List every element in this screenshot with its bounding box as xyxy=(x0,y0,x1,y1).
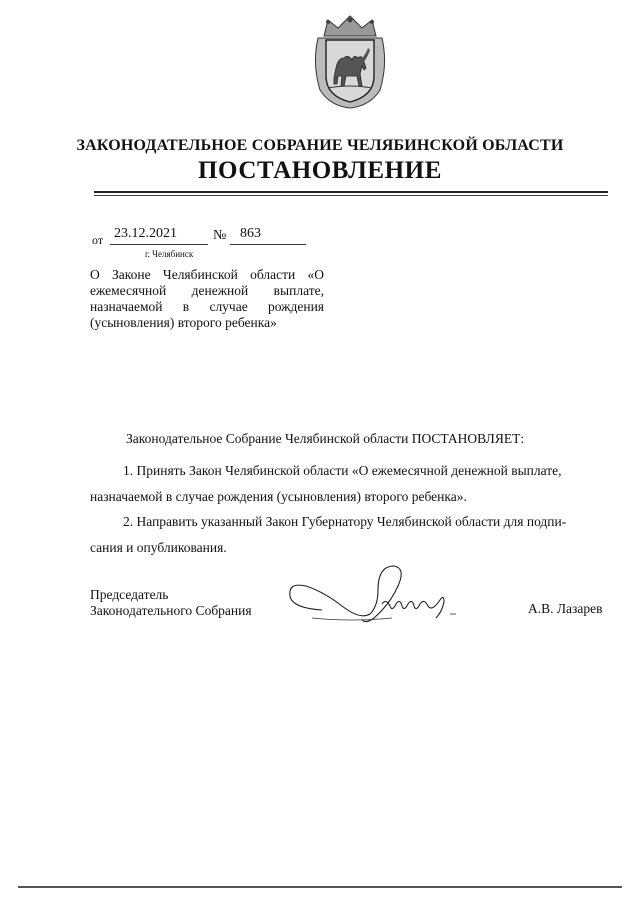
resolution-item-1 xyxy=(90,458,608,510)
signatory-title-line-1: Председатель xyxy=(90,587,169,602)
item-2-line-2: сания и опубликования. xyxy=(90,540,227,555)
resolution-preamble: Законодательное Собрание Челябинской области ПОСТАНОВЛЯЕТ: xyxy=(126,431,525,446)
document-date: 23.12.2021 xyxy=(114,226,177,241)
header-rule-thin xyxy=(94,195,608,196)
number-underline xyxy=(230,244,306,245)
signatory-title-line-2: Законодательного Собрания xyxy=(90,603,252,618)
signatory-title xyxy=(90,587,252,619)
handwritten-signature xyxy=(282,560,482,630)
page-bottom-rule xyxy=(18,886,622,888)
date-underline xyxy=(110,244,208,245)
number-label: № xyxy=(213,228,227,243)
item-1-line-2: назначаемой в случае рождения (усыновления) второго ребенка». xyxy=(90,489,467,504)
signatory-name: А.В. Лазарев xyxy=(528,601,603,616)
document-type-title: ПОСТАНОВЛЕНИЕ xyxy=(197,157,443,184)
header-rule xyxy=(94,191,608,193)
document-number: 863 xyxy=(240,226,261,241)
organization-title: ЗАКОНОДАТЕЛЬНОЕ СОБРАНИЕ ЧЕЛЯБИНСКОЙ ОБЛАСТИ xyxy=(76,137,564,154)
date-label: от xyxy=(92,233,104,247)
item-1-line-1: 1. Принять Закон Челябинской области «О ежемесячной денежной выплате, xyxy=(123,463,562,478)
item-2-line-1: 2. Направить указанный Закон Губернатору Челябинской области для подпи- xyxy=(123,514,567,529)
coat-of-arms-icon xyxy=(310,14,390,110)
document-subject: О Законе Челябинской области «О ежемесячной денежной выплате, назначаемой в случае рождения (усыновления) второго ребенка» xyxy=(90,267,324,330)
city-label: г. Челябинск xyxy=(145,249,194,259)
resolution-item-2 xyxy=(90,509,608,561)
